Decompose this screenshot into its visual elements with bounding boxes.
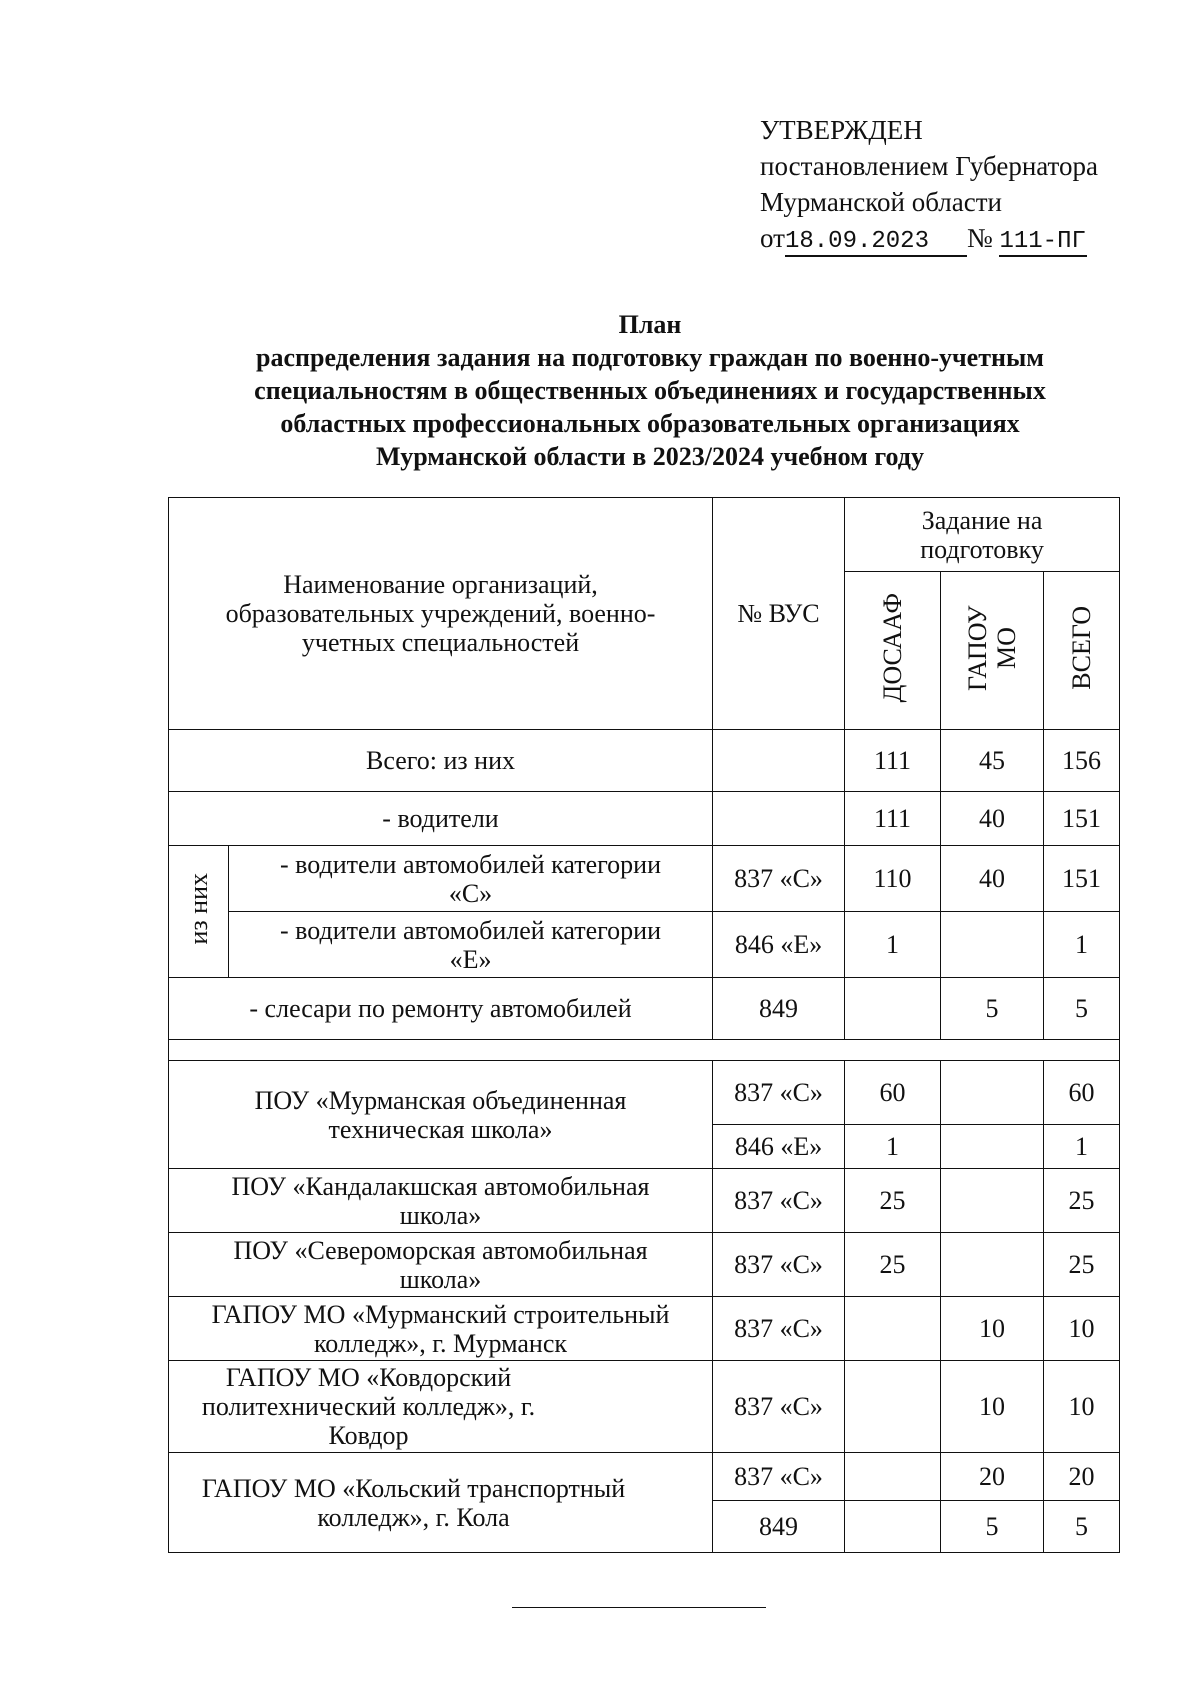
row-kola-name: ГАПОУ МО «Кольский транспортный колледж», г. Кола xyxy=(169,1453,713,1553)
row-drivers-c-dosaaf: 110 xyxy=(845,846,941,912)
title-line-2: распределения задания на подготовку граждан по военно-учетным xyxy=(256,343,1044,372)
approval-line-2: постановлением Губернатора xyxy=(760,151,1098,181)
iz-nih-label: из них xyxy=(184,872,213,945)
row-kovdor-vus: 837 «С» xyxy=(713,1361,845,1453)
header-task: Задание на подготовку xyxy=(845,498,1120,572)
row-murmansk-build-total: 10 xyxy=(1044,1297,1120,1361)
row-kovdor-dosaaf xyxy=(845,1361,941,1453)
row-murmansk-tech-total-2: 1 xyxy=(1044,1125,1120,1169)
approval-number: 111-ПГ xyxy=(999,228,1086,255)
approval-line-3: Мурманской области xyxy=(760,187,1002,217)
row-kola-dosaaf-2 xyxy=(845,1501,941,1553)
title-line-3: специальностям в общественных объединениях и государственных xyxy=(254,376,1046,405)
header-name: Наименование организаций, образовательных учреждений, военно-учетных специальностей xyxy=(169,498,713,730)
row-drivers-total: 151 xyxy=(1044,792,1120,846)
row-severomorsk-total: 25 xyxy=(1044,1233,1120,1297)
row-kandalaksha-total: 25 xyxy=(1044,1169,1120,1233)
table-row xyxy=(169,1061,1120,1125)
row-murmansk-tech-total-1: 60 xyxy=(1044,1061,1120,1125)
row-kandalaksha-dosaaf: 25 xyxy=(845,1169,941,1233)
table-row xyxy=(169,730,1120,792)
approval-date: 18.09.2023 xyxy=(785,229,967,257)
table-row xyxy=(169,978,1120,1040)
row-drivers-dosaaf: 111 xyxy=(845,792,941,846)
row-kovdor-total: 10 xyxy=(1044,1361,1120,1453)
row-drivers-c-total: 151 xyxy=(1044,846,1120,912)
date-prefix: от xyxy=(760,223,785,253)
row-drivers-e-dosaaf: 1 xyxy=(845,912,941,978)
row-total-total: 156 xyxy=(1044,730,1120,792)
table-row xyxy=(169,792,1120,846)
row-kovdor-gapou: 10 xyxy=(941,1361,1044,1453)
row-kandalaksha-vus: 837 «С» xyxy=(713,1169,845,1233)
approval-line-1: УТВЕРЖДЕН xyxy=(760,115,923,145)
row-kandalaksha-gapou xyxy=(941,1169,1044,1233)
row-kola-vus-1: 837 «С» xyxy=(713,1453,845,1501)
row-kola-gapou-1: 20 xyxy=(941,1453,1044,1501)
row-murmansk-tech-gapou-1 xyxy=(941,1061,1044,1125)
title-line-4: областных профессиональных образовательных организациях xyxy=(280,409,1020,438)
row-murmansk-tech-vus-2: 846 «Е» xyxy=(713,1125,845,1169)
iz-nih-cell xyxy=(169,846,229,978)
row-drivers-gapou: 40 xyxy=(941,792,1044,846)
plan-table xyxy=(168,497,1120,1553)
title-line-1: План xyxy=(618,310,682,339)
row-kola-dosaaf-1 xyxy=(845,1453,941,1501)
table-row xyxy=(169,1297,1120,1361)
table-row xyxy=(169,1361,1120,1453)
approval-block xyxy=(760,112,1098,257)
table-row xyxy=(169,912,1120,978)
row-mechanics-name: - слесари по ремонту автомобилей xyxy=(169,978,713,1040)
row-drivers-c-gapou: 40 xyxy=(941,846,1044,912)
header-total-text: ВСЕГО xyxy=(1067,605,1097,690)
table-row xyxy=(169,1233,1120,1297)
header-dosaaf-text: ДОСААФ xyxy=(878,592,908,703)
row-severomorsk-vus: 837 «С» xyxy=(713,1233,845,1297)
row-kola-total-1: 20 xyxy=(1044,1453,1120,1501)
row-kovdor-name: ГАПОУ МО «Ковдорский политехнический колледж», г. Ковдор xyxy=(169,1361,713,1453)
spacer-cell xyxy=(169,1040,1120,1061)
row-kola-total-2: 5 xyxy=(1044,1501,1120,1553)
row-murmansk-tech-name: ПОУ «Мурманская объединенная техническая школа» xyxy=(169,1061,713,1169)
header-gapou-mo-text: ГАПОУ МО xyxy=(963,604,1022,691)
table-row xyxy=(169,1453,1120,1501)
row-total-vus xyxy=(713,730,845,792)
row-mechanics-total: 5 xyxy=(1044,978,1120,1040)
row-murmansk-tech-vus-1: 837 «С» xyxy=(713,1061,845,1125)
row-total-gapou: 45 xyxy=(941,730,1044,792)
row-kola-vus-2: 849 xyxy=(713,1501,845,1553)
row-total-dosaaf: 111 xyxy=(845,730,941,792)
row-severomorsk-name: ПОУ «Североморская автомобильная школа» xyxy=(169,1233,713,1297)
row-murmansk-build-gapou: 10 xyxy=(941,1297,1044,1361)
spacer-row xyxy=(169,1040,1120,1061)
row-murmansk-tech-gapou-2 xyxy=(941,1125,1044,1169)
row-drivers-vus xyxy=(713,792,845,846)
row-murmansk-tech-dosaaf-2: 1 xyxy=(845,1125,941,1169)
table-row xyxy=(169,846,1120,912)
header-dosaaf xyxy=(845,572,941,730)
row-drivers-e-name: - водители автомобилей категории «Е» xyxy=(229,912,713,978)
header-vus: № ВУС xyxy=(713,498,845,730)
row-kandalaksha-name: ПОУ «Кандалакшская автомобильная школа» xyxy=(169,1169,713,1233)
document-title xyxy=(160,308,1140,473)
row-murmansk-build-name: ГАПОУ МО «Мурманский строительный колледж», г. Мурманск xyxy=(169,1297,713,1361)
header-total xyxy=(1044,572,1120,730)
row-murmansk-build-vus: 837 «С» xyxy=(713,1297,845,1361)
footer-divider xyxy=(512,1607,766,1608)
row-severomorsk-dosaaf: 25 xyxy=(845,1233,941,1297)
approval-number-line xyxy=(760,220,1098,257)
row-severomorsk-gapou xyxy=(941,1233,1044,1297)
number-prefix: № xyxy=(966,223,993,253)
row-drivers-c-vus: 837 «С» xyxy=(713,846,845,912)
row-kola-gapou-2: 5 xyxy=(941,1501,1044,1553)
row-drivers-e-vus: 846 «Е» xyxy=(713,912,845,978)
row-drivers-e-total: 1 xyxy=(1044,912,1120,978)
row-mechanics-gapou: 5 xyxy=(941,978,1044,1040)
row-mechanics-dosaaf xyxy=(845,978,941,1040)
row-drivers-c-name: - водители автомобилей категории «С» xyxy=(229,846,713,912)
row-drivers-e-gapou xyxy=(941,912,1044,978)
row-mechanics-vus: 849 xyxy=(713,978,845,1040)
row-drivers-name: - водители xyxy=(169,792,713,846)
row-total-name: Всего: из них xyxy=(169,730,713,792)
row-murmansk-build-dosaaf xyxy=(845,1297,941,1361)
table-row xyxy=(169,1169,1120,1233)
header-gapou-mo xyxy=(941,572,1044,730)
row-murmansk-tech-dosaaf-1: 60 xyxy=(845,1061,941,1125)
title-line-5: Мурманской области в 2023/2024 учебном году xyxy=(376,442,924,471)
